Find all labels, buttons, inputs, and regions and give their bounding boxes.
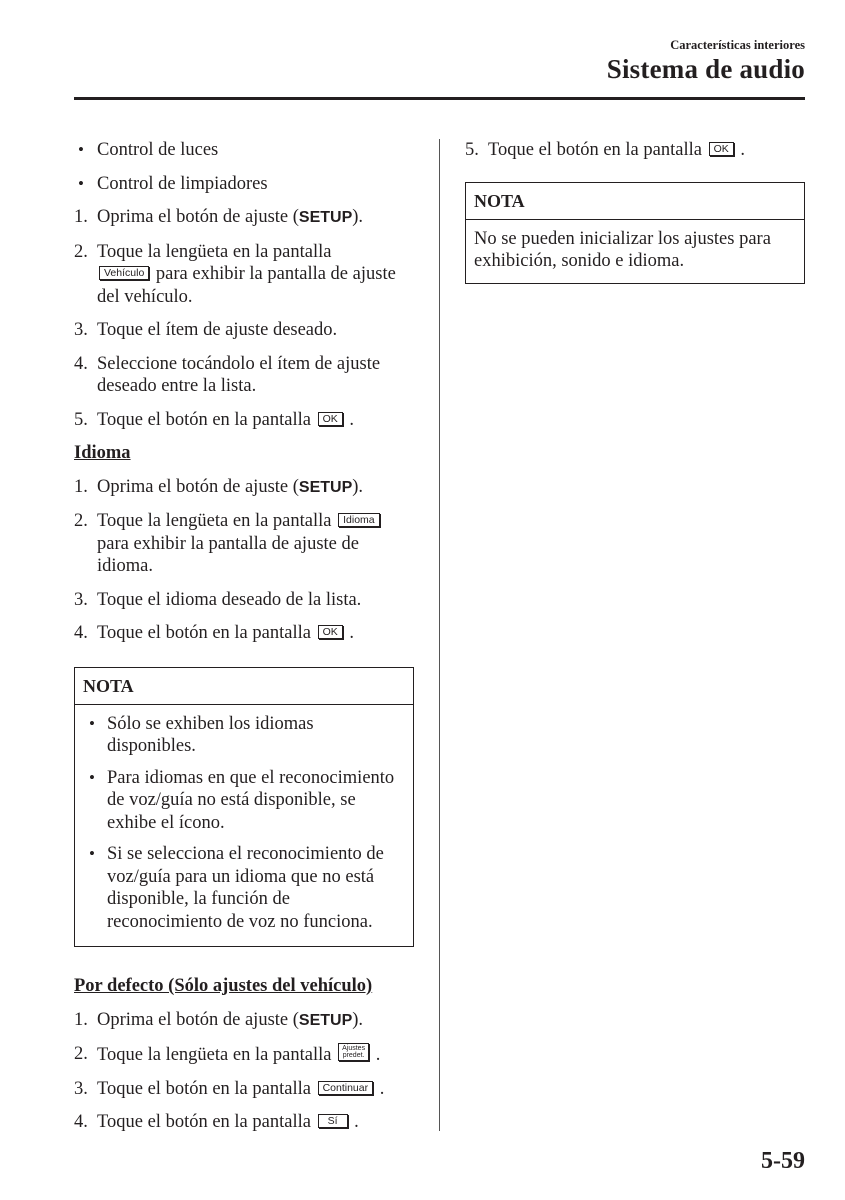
setup-key: SETUP	[298, 478, 353, 496]
si-key: Sí	[318, 1114, 348, 1128]
step-item: 4. Toque el botón en la pantalla Sí .	[74, 1112, 359, 1132]
note-item: • Sólo se exhiben los idiomas disponibles.	[89, 713, 314, 756]
note-box	[465, 182, 805, 284]
list-item: • Control de luces	[78, 140, 219, 160]
column-divider	[439, 139, 440, 1131]
header-rule	[74, 97, 805, 100]
step-item: 4. Seleccione tocándolo el ítem de ajuste deseado entre la lista.	[74, 353, 381, 396]
step-item: 4. Toque el botón en la pantalla OK .	[74, 623, 354, 643]
ajustes-predet-tab-key: Ajustes predet.	[338, 1043, 369, 1061]
note-title: NOTA	[466, 183, 804, 220]
step-item: 1. Oprima el botón de ajuste (SETUP).	[74, 1009, 364, 1030]
setup-key: SETUP	[298, 209, 353, 226]
vehiculo-tab-key: Vehículo	[99, 266, 149, 280]
note-text: No se pueden inicializar los ajustes para exhibición, sonido e idioma.	[474, 228, 771, 271]
setup-key: SETUP	[298, 1011, 353, 1029]
continuar-key: Continuar	[318, 1081, 374, 1095]
step-item: 2. Toque la lengüeta en la pantalla Idioma para exhibir la pantalla de ajuste de idioma.	[74, 510, 414, 578]
page-title: Sistema de audio	[606, 54, 805, 84]
left-column	[74, 139, 414, 1145]
ok-key: OK	[318, 412, 343, 426]
list-item: • Control de limpiadores	[78, 173, 268, 194]
page-number: 5-59	[761, 1148, 805, 1174]
step-item: 5. Toque el botón en la pantalla OK .	[465, 140, 745, 160]
step-item: 2. Toque la lengüeta en la pantalla Ajustes predet. .	[74, 1044, 381, 1065]
note-item: • Para idiomas en que el reconocimiento de voz/guía no está disponible, se exhibe el ícono.	[89, 767, 395, 833]
step-item: 3. Toque el ítem de ajuste deseado.	[74, 320, 338, 340]
section-label: Características interiores	[670, 38, 805, 52]
note-box	[74, 667, 414, 948]
section-heading-defecto: Por defecto (Sólo ajustes del vehículo)	[74, 976, 373, 996]
step-item: 5. Toque el botón en la pantalla OK .	[74, 409, 354, 430]
idioma-tab-key: Idioma	[338, 513, 380, 527]
right-column	[465, 139, 805, 312]
section-heading-idioma: Idioma	[74, 443, 131, 463]
step-item: 1. Oprima el botón de ajuste (SETUP).	[74, 207, 364, 227]
step-item: 3. Toque el idioma deseado de la lista.	[74, 589, 362, 610]
ok-key: OK	[318, 625, 343, 639]
note-item: • Si se selecciona el reconocimiento de voz/guía para un idioma que no está disponible, la función de reconocimiento de voz no funciona.	[89, 844, 384, 932]
ok-key: OK	[709, 142, 734, 156]
note-title: NOTA	[75, 668, 413, 705]
step-item: 1. Oprima el botón de ajuste (SETUP).	[74, 476, 364, 497]
step-item: 2. Toque la lengüeta en la pantalla Vehículo para exhibir la pantalla de ajuste del vehículo.	[74, 241, 396, 307]
step-item: 3. Toque el botón en la pantalla Continuar .	[74, 1078, 385, 1099]
